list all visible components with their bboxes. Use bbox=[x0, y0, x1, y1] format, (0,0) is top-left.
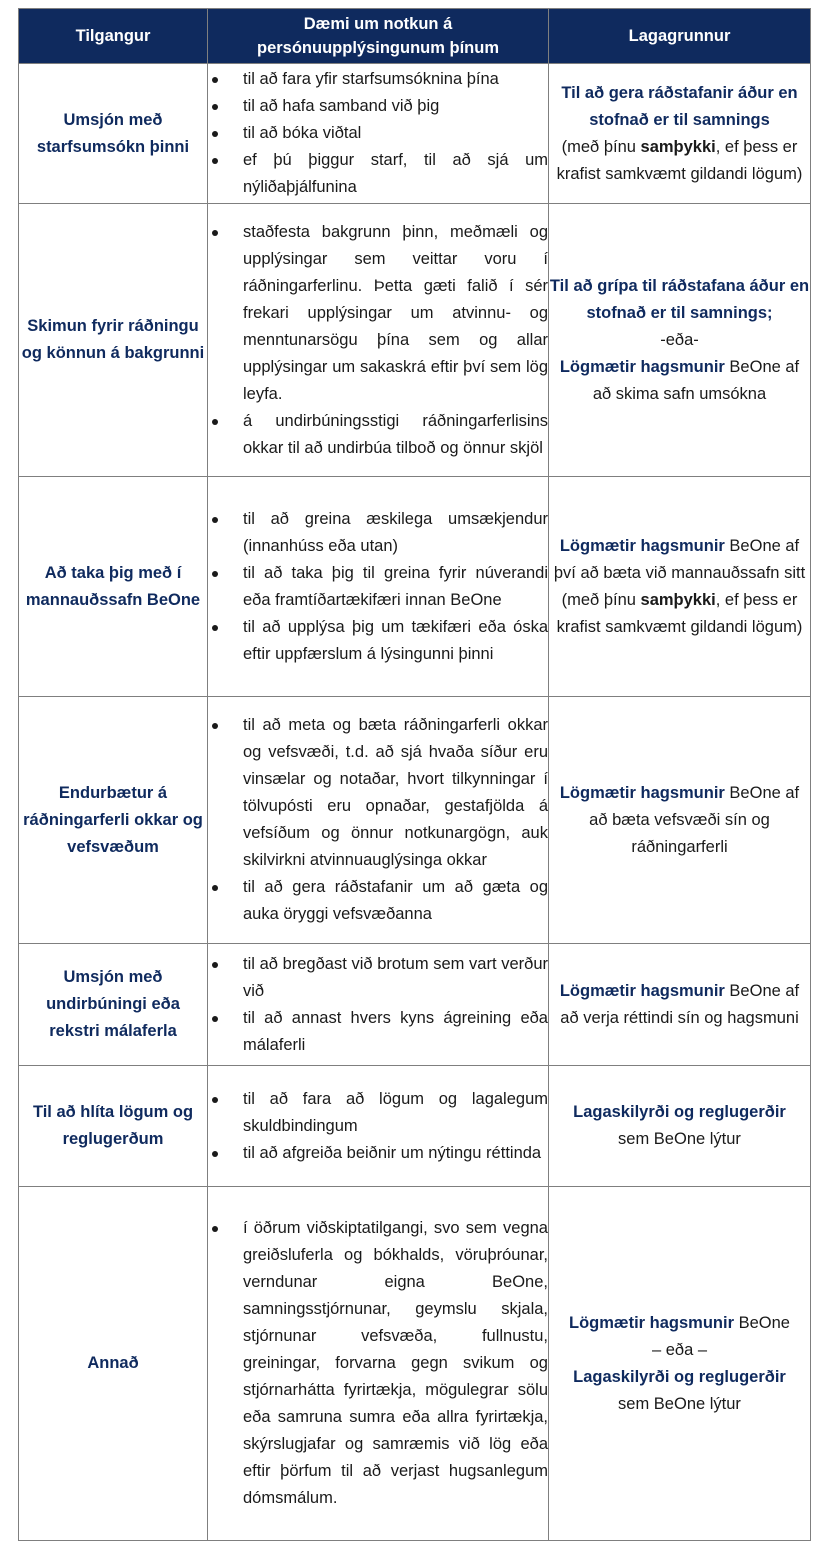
basis-bold: Lögmætir hagsmunir bbox=[569, 1313, 735, 1332]
purpose-cell: Umsjón með undirbúningi eða rekstri málaferla bbox=[19, 944, 208, 1066]
basis-bold: Lögmætir hagsmunir bbox=[559, 536, 725, 555]
basis-or: – eða – bbox=[651, 1340, 708, 1359]
basis-bold: Lagaskilyrði og reglugerðir bbox=[573, 1367, 786, 1386]
examples-cell bbox=[208, 697, 549, 944]
table-row bbox=[19, 64, 811, 204]
basis-text: , ef þess er krafist samkvæmt gildandi lögum) bbox=[556, 590, 803, 636]
examples-cell bbox=[208, 1187, 549, 1541]
examples-cell bbox=[208, 477, 549, 697]
purpose-cell: Endurbætur á ráðningarferli okkar og vefsvæðum bbox=[19, 697, 208, 944]
purpose-cell: Að taka þig með í mannauðssafn BeOne bbox=[19, 477, 208, 697]
header-row bbox=[19, 9, 811, 64]
list-item: til að greina æskilega umsækjendur (innanhúss eða utan) bbox=[208, 506, 548, 560]
legal-basis-cell bbox=[549, 477, 811, 697]
list-item: til að annast hvers kyns ágreining eða málaferli bbox=[208, 1005, 548, 1059]
table-row bbox=[19, 1066, 811, 1187]
legal-basis-cell bbox=[549, 1187, 811, 1541]
basis-bold: Lögmætir hagsmunir bbox=[559, 783, 725, 802]
basis-text: BeOne bbox=[734, 1313, 790, 1332]
table-row bbox=[19, 1187, 811, 1541]
list-item: til að hafa samband við þig bbox=[208, 93, 548, 120]
basis-consent: samþykki bbox=[640, 137, 716, 156]
list-item: til að afgreiða beiðnir um nýtingu réttinda bbox=[208, 1140, 548, 1167]
examples-cell bbox=[208, 204, 549, 477]
basis-text: sem BeOne lýtur bbox=[618, 1130, 741, 1148]
basis-bold: Til að gera ráðstafanir áður en stofnað er til samnings bbox=[561, 83, 798, 129]
list-item: til að fara að lögum og lagalegum skuldbindingum bbox=[208, 1086, 548, 1140]
basis-text: sem BeOne lýtur bbox=[618, 1394, 741, 1413]
basis-bold: Lögmætir hagsmunir bbox=[559, 357, 725, 376]
table-row bbox=[19, 477, 811, 697]
purpose-cell: Til að hlíta lögum og reglugerðum bbox=[19, 1066, 208, 1187]
list-item: ef þú þiggur starf, til að sjá um nýliðaþjálfunina bbox=[208, 147, 548, 201]
basis-or: -eða- bbox=[660, 330, 699, 349]
legal-basis-cell bbox=[549, 204, 811, 477]
legal-basis-cell bbox=[549, 944, 811, 1066]
list-item: staðfesta bakgrunn þinn, meðmæli og upplýsingar sem veittar voru í ráðningarferlinu. Þetta gæti falið í sér frekari upplýsingar um atvinnu- og menntunarsögu þína sem og allar upplýsingar um sakaskrá eftir því sem lög leyfa. bbox=[208, 219, 548, 408]
legal-basis-cell bbox=[549, 697, 811, 944]
basis-text: (með þínu bbox=[561, 137, 641, 156]
list-item: til að taka þig til greina fyrir núverandi eða framtíðartækifæri innan BeOne bbox=[208, 560, 548, 614]
list-item: á undirbúningsstigi ráðningarferlisins okkar til að undirbúa tilboð og önnur skjöl bbox=[208, 408, 548, 462]
legal-basis-cell bbox=[549, 64, 811, 204]
header-purpose: Tilgangur bbox=[19, 9, 208, 64]
table-row bbox=[19, 944, 811, 1066]
basis-consent: samþykki bbox=[640, 590, 716, 609]
table-row bbox=[19, 204, 811, 477]
header-examples: Dæmi um notkun á persónuupplýsingunum þínum bbox=[208, 9, 549, 64]
header-legal-basis: Lagagrunnur bbox=[549, 9, 811, 64]
examples-list bbox=[208, 951, 548, 1059]
basis-bold: Lagaskilyrði og reglugerðir bbox=[573, 1103, 786, 1121]
purpose-cell: Annað bbox=[19, 1187, 208, 1541]
legal-basis-cell bbox=[549, 1066, 811, 1187]
examples-list bbox=[208, 219, 548, 462]
basis-bold: Til að grípa til ráðstafana áður en stofnað er til samnings; bbox=[549, 276, 810, 322]
list-item: til að bregðast við brotum sem vart verður við bbox=[208, 951, 548, 1005]
examples-list bbox=[208, 712, 548, 928]
list-item: til að gera ráðstafanir um að gæta og auka öryggi vefsvæðanna bbox=[208, 874, 548, 928]
basis-text: BeOne af að bæta vefsvæði sín og ráðningarferli bbox=[589, 783, 800, 856]
purpose-cell: Skimun fyrir ráðningu og könnun á bakgrunni bbox=[19, 204, 208, 477]
basis-text: BeOne af því að bæta við mannauðssafn sitt (með þínu bbox=[553, 536, 806, 609]
basis-text: BeOne af að skima safn umsókna bbox=[592, 357, 800, 403]
purpose-cell: Umsjón með starfsumsókn þinni bbox=[19, 64, 208, 204]
examples-cell bbox=[208, 64, 549, 204]
list-item: til að meta og bæta ráðningarferli okkar og vefsvæði, t.d. að sjá hvaða síður eru vinsælar og notaðar, hvort tilkynningar í tölvupósti eru opnaðar, gestafjölda á vefsíðum og önnur notkunargögn, auk skilvirkni atvinnuauglýsinga okkar bbox=[208, 712, 548, 874]
examples-list bbox=[208, 506, 548, 668]
basis-bold: Lögmætir hagsmunir bbox=[559, 981, 725, 1000]
list-item: til að fara yfir starfsumsóknina þína bbox=[208, 66, 548, 93]
examples-cell bbox=[208, 944, 549, 1066]
list-item: til að bóka viðtal bbox=[208, 120, 548, 147]
examples-cell bbox=[208, 1066, 549, 1187]
table-row bbox=[19, 697, 811, 944]
list-item: til að upplýsa þig um tækifæri eða óska eftir uppfærslum á lýsingunni þinni bbox=[208, 614, 548, 668]
basis-text: , ef þess er krafist samkvæmt gildandi lögum) bbox=[556, 137, 803, 183]
legal-basis-table bbox=[18, 8, 811, 1541]
basis-text: BeOne af að verja réttindi sín og hagsmuni bbox=[560, 981, 800, 1027]
examples-list bbox=[208, 66, 548, 201]
list-item: í öðrum viðskiptatilgangi, svo sem vegna greiðsluferla og bókhalds, vöruþróunar, verndunar eigna BeOne, samningsstjórnunar, geymslu skjala, stjórnunar vefsvæða, fullnustu, greiningar, forvarna gegn svikum og stjórnarhátta fyrirtækja, mögulegrar sölu eða samruna sumra eða allra fyrirtækja, skýrslugjafar og samræmis við lög eða eftir þörfum til að verjast hugsanlegum dómsmálum. bbox=[208, 1215, 548, 1512]
examples-list bbox=[208, 1086, 548, 1167]
examples-list bbox=[208, 1215, 548, 1512]
